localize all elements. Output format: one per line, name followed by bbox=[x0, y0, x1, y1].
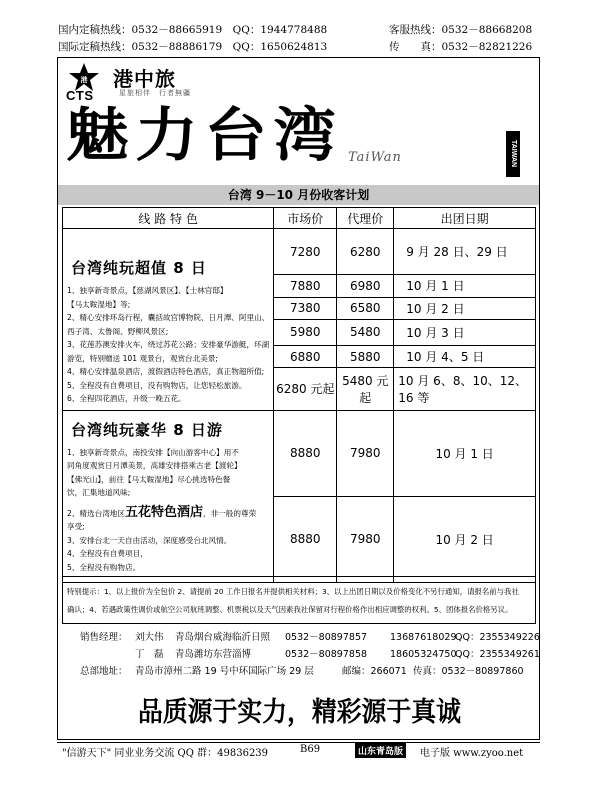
brand-slogan: 星旅相伴 行者無疆 bbox=[119, 89, 191, 97]
agent-price: 6980 bbox=[337, 275, 394, 297]
hotel-highlight: 五花特色酒店 bbox=[125, 504, 204, 520]
hq-address: 青岛市漳州二路 19 号中环国际广场 29 层 bbox=[135, 666, 314, 677]
route2-line: 4、全程没有自费项目， bbox=[67, 549, 148, 558]
page-title: 魅力台湾 bbox=[66, 101, 343, 169]
route2-line: 3、安排台北一天自由活动，深度感受台北风情。 bbox=[67, 535, 232, 545]
sales-mobile: 18605324750 bbox=[390, 649, 457, 660]
special-notes bbox=[62, 576, 536, 624]
departure-date: 10 月 1 日 bbox=[394, 410, 536, 496]
svg-text:港: 港 bbox=[80, 77, 88, 84]
departure-date: 10 月 2 日 bbox=[394, 297, 536, 319]
route2-line: 【佛光山】，前往【马太鞍湿地】尽心挑选特色餐 bbox=[67, 474, 231, 484]
plan-title: 台湾 9－10 月份收客计划 bbox=[58, 185, 539, 205]
route2-hotel-line bbox=[67, 506, 269, 521]
title-english: TaiWan bbox=[348, 150, 402, 165]
note-line: 确认；4、若遇政策性调价或航空公司航班调整、机票税以及天气因素我社保留对行程价格作出相应调整的权利。5、团体报名价格另议。 bbox=[67, 605, 513, 614]
market-price: 7280 bbox=[274, 229, 337, 275]
hq-postcode: 邮编：266071 bbox=[342, 666, 407, 677]
fax-line: 传 真：0532－82821226 bbox=[389, 41, 533, 53]
route1-line: 5、全程没有自费项目，没有购物店，让您轻松旅游。 bbox=[67, 380, 247, 390]
page-number: B69 bbox=[300, 744, 321, 755]
itinerary-table bbox=[62, 207, 536, 583]
route2-line: 同角度观赏日月潭美景，高雄安排搭乘古老【渡轮】 bbox=[67, 461, 242, 470]
departure-date: 10 月 2 日 bbox=[394, 496, 536, 582]
header-route: 线 路 特 色 bbox=[63, 208, 274, 229]
header-departure: 出团日期 bbox=[394, 208, 536, 229]
table-row bbox=[63, 410, 536, 496]
sales-qq: QQ：2355349226 bbox=[455, 632, 540, 643]
sales-name: 刘大伟 bbox=[135, 632, 164, 643]
hq-fax: 传真：0532－80897860 bbox=[413, 666, 524, 677]
table-row bbox=[63, 229, 536, 275]
agent-price: 6280 bbox=[337, 229, 394, 275]
sales-office: 青岛潍坊东营淄博 bbox=[175, 649, 252, 660]
departure-date: 10 月 3 日 bbox=[394, 319, 536, 345]
route1-line: 西子湾、太鲁阁、野柳风景区; bbox=[67, 326, 169, 336]
departure-date: 9 月 28 日、29 日 bbox=[394, 229, 536, 275]
agent-price: 7980 bbox=[337, 496, 394, 582]
departure-date: 10 月 6、8、10、12、16 等 bbox=[394, 368, 536, 410]
route1-description bbox=[63, 229, 274, 411]
route2-description bbox=[63, 410, 274, 582]
agent-price: 7980 bbox=[337, 410, 394, 496]
header-market-price: 市场价 bbox=[274, 208, 337, 229]
header-agent-price: 代理价 bbox=[337, 208, 394, 229]
sales-mobile: 13687618029 bbox=[390, 632, 457, 643]
departure-date: 10 月 1 日 bbox=[394, 275, 536, 297]
footer-qq-group: "信游天下" 同业业务交流 QQ 群：49836239 bbox=[62, 748, 269, 759]
route1-line: 3、花莲苏澳安排火车，绕过苏花公路；安排豪华游艇，环湖 bbox=[67, 340, 270, 349]
market-price: 7880 bbox=[274, 275, 337, 297]
sales-label: 销售经理： bbox=[80, 632, 128, 643]
route1-line: 【马太鞍湿地】等; bbox=[67, 299, 131, 309]
market-price: 7380 bbox=[274, 297, 337, 319]
route1-line: 6、全程四花酒店，升级一晚五花。 bbox=[67, 394, 186, 403]
sales-office: 青岛烟台威海临沂日照 bbox=[175, 632, 271, 643]
agent-price: 5480 bbox=[337, 319, 394, 345]
footer-website[interactable]: 电子版 www.zyoo.net bbox=[420, 748, 524, 759]
note-line: 特别提示：1、以上报价为全包价 2、请提前 20 工作日报名并提供相关材料；3、以上出团日期以及价格变化不另行通知，请报名前与我社 bbox=[67, 587, 519, 596]
route1-line: 游览，特别赠送 101 观景台，观赏台北美景; bbox=[67, 353, 218, 363]
sales-phone: 0532－80897857 bbox=[285, 632, 368, 643]
agent-price: 5480 元起 bbox=[337, 368, 394, 410]
route1-line: 1、独享新奇景点，【慈湖风景区】、【士林官邸】 bbox=[67, 286, 228, 295]
market-price: 8880 bbox=[274, 496, 337, 582]
intl-hotline: 国际定稿热线：0532－88886179 QQ：1650624813 bbox=[58, 41, 328, 53]
domestic-hotline: 国内定稿热线：0532－88665919 QQ：1944778488 bbox=[58, 24, 328, 36]
edition-badge: 山东青岛版 bbox=[355, 743, 406, 758]
sales-name: 丁 磊 bbox=[135, 649, 164, 660]
hq-label: 总部地址： bbox=[80, 666, 128, 677]
agent-price: 6580 bbox=[337, 297, 394, 319]
route2-title: 台湾纯玩豪华 8 日游 bbox=[71, 420, 223, 439]
footer-divider bbox=[57, 742, 540, 743]
sales-qq: QQ：2355349261 bbox=[455, 649, 540, 660]
market-price: 8880 bbox=[274, 410, 337, 496]
service-hotline: 客服热线：0532－88668208 bbox=[389, 24, 533, 36]
route1-title: 台湾纯玩超值 8 日 bbox=[71, 259, 207, 277]
route1-line: 4、精心安排温泉酒店，渡假酒店特色酒店，真正物超所值; bbox=[67, 367, 265, 376]
market-price: 6280 元起 bbox=[274, 368, 337, 410]
route1-line: 2、精心安排环岛行程，囊括故宫博物院、日月潭、阿里山、 bbox=[67, 313, 270, 322]
route2-line: 5、全程没有购物店。 bbox=[67, 562, 141, 572]
agent-price: 5880 bbox=[337, 345, 394, 367]
brand-name: 港中旅 bbox=[113, 67, 176, 91]
departure-date: 10 月 4、5 日 bbox=[394, 345, 536, 367]
hotel-suffix: ，非一般的尊荣 bbox=[203, 508, 257, 518]
market-price: 5980 bbox=[274, 319, 337, 345]
quality-slogan: 品质源于实力，精彩源于真诚 bbox=[138, 697, 461, 728]
route2-line: 饮，汇集地道风味; bbox=[67, 488, 131, 497]
cts-logo: CTS bbox=[66, 88, 94, 103]
route2-line: 1、独享新奇景点，南投安排【向山游客中心】用不 bbox=[67, 447, 239, 457]
hotel-prefix: 2、精选台湾地区 bbox=[67, 508, 125, 518]
market-price: 6880 bbox=[274, 345, 337, 367]
sales-phone: 0532－80897858 bbox=[285, 649, 368, 660]
table-header-row bbox=[63, 208, 536, 229]
taiwan-vertical-label: TAIWAN bbox=[506, 131, 520, 177]
route2-line: 享受; bbox=[67, 522, 85, 531]
